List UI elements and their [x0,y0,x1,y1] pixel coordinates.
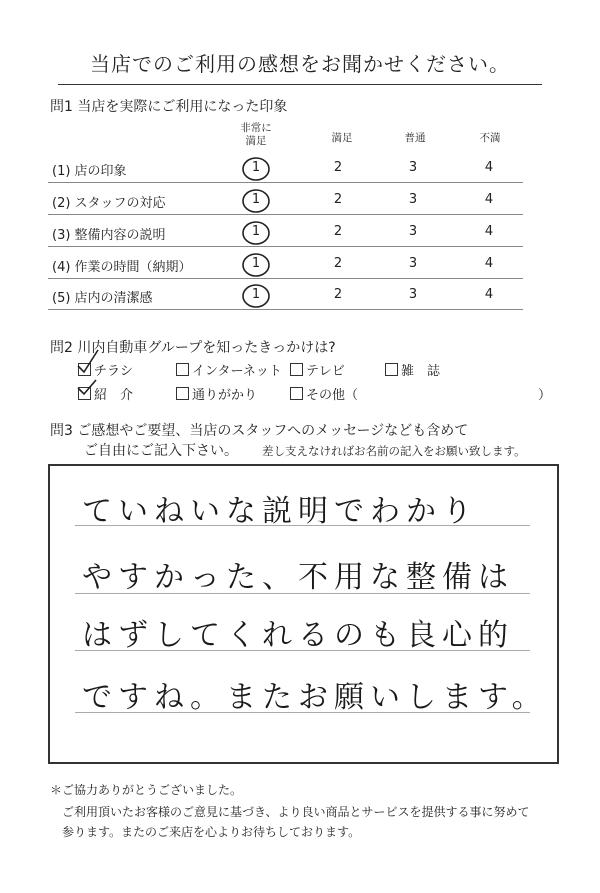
checkbox-internet[interactable] [176,363,189,376]
q1-heading: 問1 当店を実際にご利用になった印象 [50,99,288,115]
q1-score-option[interactable]: 4 [484,192,494,207]
q1-selected-circle-icon [239,186,273,216]
option-referral[interactable]: 紹 介 [78,384,133,403]
checkbox-tv[interactable] [290,363,303,376]
q1-score-option[interactable]: 2 [333,192,343,207]
q1-score-option[interactable]: 4 [484,256,494,271]
option-other-close-paren: ） [538,388,552,403]
option-passing-by[interactable]: 通りがかり [176,384,257,403]
q1-score-option[interactable]: 3 [408,224,418,239]
comment-line-2: やすかった、不用な整備は [82,560,514,595]
option-flyer[interactable]: チラシ [78,360,133,379]
q1-row-rule [48,246,523,247]
q1-score-option[interactable]: 2 [333,256,343,271]
q3-name-note: 差し支えなければお名前の記入をお願い致します。 [262,444,526,458]
q1-selected-circle-icon [239,250,273,280]
option-tv[interactable]: テレビ [290,360,345,379]
q1-score-option[interactable]: 3 [408,160,418,175]
comment-line-3: はずしてくれるのも良心的 [82,618,514,653]
q1-score-option[interactable]: 2 [333,287,343,302]
q1-score-option[interactable]: 3 [408,192,418,207]
column-very-satisfied: 非常に満足 [240,122,272,147]
survey-title: 当店でのご利用の感想をお聞かせください。 [90,52,510,76]
q1-selected-circle-icon [239,281,273,311]
comment-line-4: ですね。またお願いします。 [82,680,548,715]
q1-score-option[interactable]: 1 [251,192,261,207]
q2-check-marks [74,344,100,404]
column-satisfied: 満足 [331,132,353,144]
q1-selected-circle-icon [239,218,273,248]
checkbox-other[interactable] [290,387,303,400]
q1-row-rule [48,182,523,183]
q1-row-rule [48,309,523,310]
q1-score-option[interactable]: 2 [333,160,343,175]
footer-message-1: ご利用頂いたお客様のご意見に基づき、より良い商品とサービスを提供する事に努めて [62,805,530,819]
q1-item-label: (2) スタッフの対応 [52,196,166,211]
q1-score-option[interactable]: 2 [333,224,343,239]
column-neutral: 普通 [404,132,426,144]
q1-score-option[interactable]: 4 [484,287,494,302]
q1-item-label: (5) 店内の清潔感 [52,291,153,306]
column-dissatisfied: 不満 [479,132,501,144]
q1-score-option[interactable]: 4 [484,224,494,239]
q1-score-option[interactable]: 4 [484,160,494,175]
q1-item-label: (1) 店の印象 [52,164,127,179]
checkbox-passing-by[interactable] [176,387,189,400]
checkbox-magazine[interactable] [385,363,398,376]
q1-score-option[interactable]: 3 [408,287,418,302]
check-referral-icon [78,380,96,394]
q1-item-label: (4) 作業の時間（納期） [52,260,192,275]
check-flyer-icon [78,350,98,372]
footer-message-2: 参ります。またのご来店を心よりお待ちしております。 [62,825,361,839]
option-magazine[interactable]: 雑 誌 [385,360,440,379]
q1-item-label: (3) 整備内容の説明 [52,228,166,243]
q1-score-option[interactable]: 1 [251,160,261,175]
q2-heading: 問2 川内自動車グループを知ったきっかけは? [50,340,336,356]
q1-score-option[interactable]: 1 [251,287,261,302]
q1-row-rule [48,278,523,279]
q3-heading-line2: ご自由にご記入下さい。 [84,443,238,459]
title-underline [58,84,542,85]
comment-line-1: ていねいな説明でわかり [82,494,478,529]
option-other[interactable]: その他（ [290,384,358,403]
q1-score-option[interactable]: 3 [408,256,418,271]
q1-selected-circle-icon [239,154,273,184]
q3-heading-line1: 問3 ご感想やご要望、当店のスタッフへのメッセージなども含めて [50,423,469,439]
q1-score-option[interactable]: 1 [251,224,261,239]
footer-thanks: ＊ご協力ありがとうございました。 [50,783,243,797]
q1-row-rule [48,214,523,215]
option-internet[interactable]: インターネット [176,360,282,379]
q1-score-option[interactable]: 1 [251,256,261,271]
